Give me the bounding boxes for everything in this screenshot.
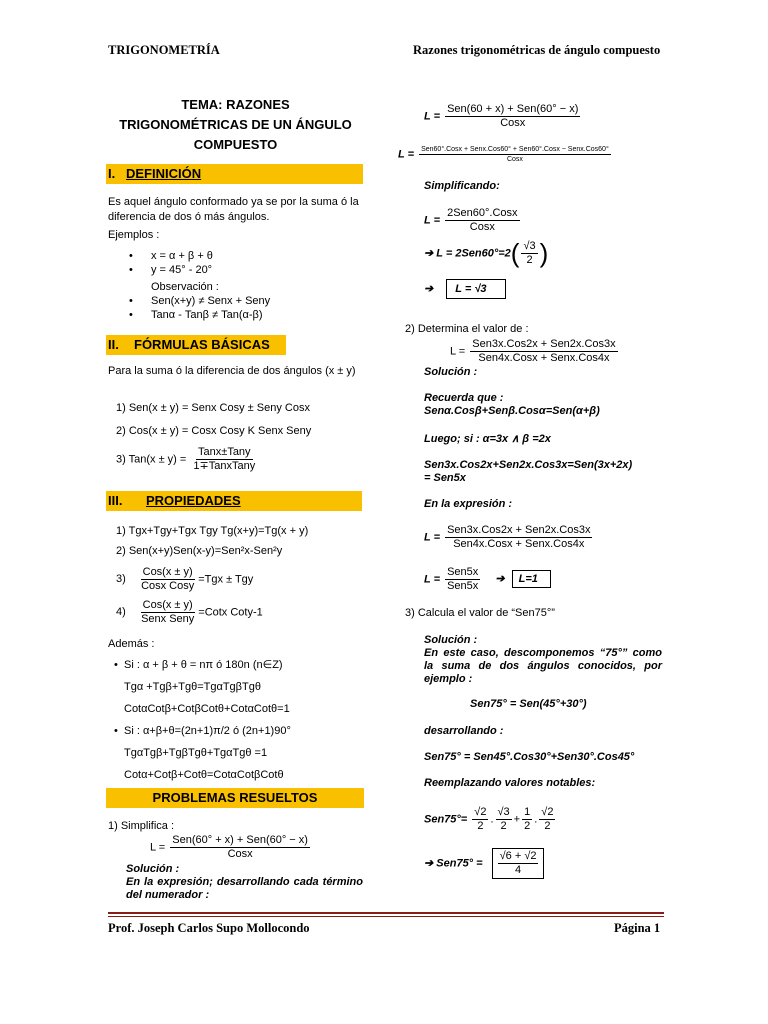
denominator: 2 bbox=[477, 820, 484, 832]
numerator: Sen3x.Cos2x + Sen2x.Cos3x bbox=[472, 338, 616, 350]
numerator: 2Sen60°.Cosx bbox=[447, 207, 518, 219]
numerator: 1 bbox=[524, 806, 531, 818]
desarrollando: desarrollando : bbox=[424, 725, 504, 737]
L-label: L = bbox=[424, 573, 441, 586]
problema-2-solucion: Solución : bbox=[424, 366, 478, 378]
denominator: 2 bbox=[500, 820, 507, 832]
numerator: √6 + √2 bbox=[499, 850, 537, 862]
L-label: L = bbox=[450, 345, 466, 358]
problema-3-label: 3) Calcula el valor de “Sen75°” bbox=[405, 607, 555, 619]
header-right: Razones trigonométricas de ángulo compuesto bbox=[413, 43, 661, 57]
list-item: • x = α + β + θ bbox=[129, 249, 213, 263]
formula-2: 2) Cos(x ± y) = Cosx Cosy K Senx Seny bbox=[116, 425, 312, 437]
ademas-label: Además : bbox=[108, 638, 155, 650]
sen3x-line-1: Sen3x.Cos2x+Sen2x.Cos3x=Sen(3x+2x) bbox=[424, 459, 633, 471]
numerator: Sen(60 + x) + Sen(60° − x) bbox=[447, 103, 579, 115]
p4-right: =Cotx Coty-1 bbox=[198, 606, 263, 619]
problema-1-label: 1) Simplifica : bbox=[108, 820, 175, 832]
formula-1: 1) Sen(x ± y) = Senx Cosy ± Seny Cosx bbox=[116, 402, 310, 414]
denominator: Cosx bbox=[500, 117, 526, 129]
fraction bbox=[498, 850, 539, 877]
si1-b: CotαCotβ+CotβCotθ+CotαCotθ=1 bbox=[124, 703, 290, 715]
propiedad-4 bbox=[116, 599, 263, 626]
problema-1-expr bbox=[150, 834, 312, 861]
simplificando: Simplificando: bbox=[424, 180, 500, 192]
section-problemas bbox=[106, 788, 364, 808]
result-box: L=1 bbox=[512, 570, 551, 588]
en-expresion: En la expresión : bbox=[424, 498, 513, 510]
fraction bbox=[470, 338, 617, 365]
formula-3-left: 3) Tan(x ± y) = bbox=[116, 453, 187, 466]
numerator: √3 bbox=[497, 806, 510, 818]
denominator: Sen5x bbox=[447, 580, 479, 592]
numerator: √3 bbox=[523, 240, 536, 252]
r-L3 bbox=[424, 207, 522, 234]
list-item: • Tanα - Tanβ ≠ Tan(α-β) bbox=[129, 308, 270, 322]
problema-2b-expr bbox=[424, 524, 594, 551]
luego: Luego; si : α=3x ∧ β =2x bbox=[424, 433, 551, 445]
section-num: II. bbox=[108, 337, 119, 352]
si2: • Si : α+β+θ=(2n+1)π/2 ó (2n+1)90° bbox=[114, 725, 291, 737]
fraction bbox=[170, 834, 310, 861]
section-label: PROPIEDADES bbox=[146, 493, 241, 508]
problema-2-label: 2) Determina el valor de : bbox=[405, 323, 529, 335]
si1: • Si : α + β + θ = nπ ó 180n (n∈Z) bbox=[114, 659, 283, 671]
numerator: √2 bbox=[474, 806, 487, 818]
propiedad-2: 2) Sen(x+y)Sen(x-y)=Sen²x-Sen²y bbox=[116, 545, 283, 557]
title-line-2: TRIGONOMÉTRICAS DE UN ÁNGULO bbox=[119, 117, 352, 132]
list-item: • Sen(x+y) ≠ Senx + Seny bbox=[129, 294, 270, 308]
arrow-icon: ➔ bbox=[424, 283, 434, 295]
p4-num-label: 4) bbox=[116, 606, 126, 619]
problema-1-text: En la expresión; desarrollando cada término del numerador : bbox=[126, 876, 363, 901]
section-definicion bbox=[106, 164, 363, 184]
problema-3-solucion: Solución : bbox=[424, 634, 478, 646]
denominator: Sen4x.Cosx + Senx.Cos4x bbox=[478, 352, 610, 364]
sen75-lhs: Sen75°= bbox=[424, 813, 468, 826]
sen75-line-2: Sen75° = Sen45°.Cos30°+Sen30°.Cos45° bbox=[424, 751, 635, 763]
fraction bbox=[419, 145, 611, 164]
denominator: 2 bbox=[526, 254, 533, 266]
fraction bbox=[522, 806, 532, 833]
list-item: • y = 45° - 20° bbox=[129, 263, 213, 277]
observacion-label: Observación : bbox=[151, 281, 219, 293]
L-label: L = bbox=[424, 531, 441, 544]
title-line-3: COMPUESTO bbox=[193, 137, 278, 152]
sen75-line-4 bbox=[424, 848, 544, 879]
denominator: Cosx Cosy bbox=[141, 580, 195, 592]
denominator: 2 bbox=[544, 820, 551, 832]
ejemplos-list bbox=[129, 249, 213, 277]
numerator: Tanx±Tany bbox=[198, 446, 251, 458]
problema-1-solucion: Solución : bbox=[126, 863, 180, 875]
si1-a: Tgα +Tgβ+Tgθ=TgαTgβTgθ bbox=[124, 681, 261, 693]
denominator: Sen4x.Cosx + Senx.Cos4x bbox=[453, 538, 585, 550]
si1-text: Si : α + β + θ = nπ ó 180n (n∈Z) bbox=[124, 659, 283, 671]
numerator: Cos(x ± y) bbox=[142, 599, 193, 611]
fraction bbox=[191, 446, 257, 473]
header-left: TRIGONOMETRÍA bbox=[108, 43, 220, 57]
footer-rule-bottom bbox=[108, 916, 664, 917]
result-box: L = √3 bbox=[446, 279, 505, 299]
problema-2c-expr bbox=[424, 566, 551, 593]
problema-2-expr bbox=[450, 338, 620, 365]
section-formulas bbox=[106, 335, 286, 355]
r-L1 bbox=[424, 103, 582, 130]
recuerda-formula: Senα.Cosβ+Senβ.Cosα=Sen(α+β) bbox=[424, 405, 600, 417]
fraction bbox=[496, 806, 512, 833]
L-label: L = bbox=[398, 148, 415, 161]
L-label: L = bbox=[150, 841, 166, 854]
denominator: Cosx bbox=[227, 848, 253, 860]
fraction bbox=[539, 806, 555, 833]
fraction bbox=[445, 207, 519, 234]
fraction bbox=[445, 103, 580, 130]
denominator: 2 bbox=[524, 820, 531, 832]
denominator: Cosx bbox=[506, 156, 523, 163]
fraction bbox=[472, 806, 488, 833]
p3-right: =Tgx ± Tgy bbox=[198, 573, 254, 586]
numerator: Sen3x.Cos2x + Sen2x.Cos3x bbox=[447, 524, 591, 536]
sen75-line-3: Sen75°= $\frac{√2}{2}$ . $\frac{√3}{2}$ + $\frac{1}{2}$ . $\frac{√2}{2}$ bbox=[424, 806, 554, 832]
reemplazando: Reemplazando valores notables: bbox=[424, 777, 596, 789]
footer-author: Prof. Joseph Carlos Supo Mollocondo bbox=[108, 921, 310, 935]
section-label: DEFINICIÓN bbox=[126, 166, 202, 181]
section-label: FÓRMULAS BÁSICAS bbox=[134, 337, 270, 352]
arrow-icon: ➔ bbox=[495, 573, 505, 586]
denominator: 4 bbox=[514, 864, 522, 876]
formula-3 bbox=[116, 446, 259, 473]
si2-b: Cotα+Cotβ+Cotθ=CotαCotβCotθ bbox=[124, 769, 284, 781]
definicion-text: Es aquel ángulo conformado ya se por la suma ó la diferencia de dos ó más ángulos. bbox=[108, 196, 359, 223]
denominator: Cosx bbox=[469, 221, 495, 233]
fraction bbox=[521, 240, 537, 267]
propiedad-3 bbox=[116, 566, 253, 593]
sen3x-line-2: = Sen5x bbox=[424, 472, 466, 484]
L-label: L = bbox=[424, 214, 441, 227]
numerator: √2 bbox=[541, 806, 554, 818]
si2-a: TgαTgβ+TgβTgθ+TgαTgθ =1 bbox=[124, 747, 268, 759]
fraction bbox=[445, 524, 592, 551]
fraction bbox=[445, 566, 480, 593]
footer-rule-top bbox=[108, 912, 664, 914]
sen75-line-1: Sen75° = Sen(45°+30°) bbox=[470, 698, 587, 710]
ejemplos-label: Ejemplos : bbox=[108, 229, 160, 241]
numerator: Sen(60° + x) + Sen(60° − x) bbox=[172, 834, 308, 846]
section-num: III. bbox=[108, 493, 123, 508]
r-L4: ➔ L = 2Sen60°=2( $\frac{√3}{2}$ ) bbox=[424, 238, 549, 268]
recuerda: Recuerda que : bbox=[424, 392, 504, 404]
r-L5 bbox=[424, 282, 506, 295]
formulas-intro: Para la suma ó la diferencia de dos ángulos (x ± y) bbox=[108, 365, 356, 377]
fraction bbox=[139, 566, 196, 593]
fraction bbox=[139, 599, 196, 626]
sen75-lhs: ➔ Sen75° = bbox=[424, 857, 483, 870]
section-label: PROBLEMAS RESUELTOS bbox=[152, 790, 318, 805]
propiedad-1: 1) Tgx+Tgy+Tgx Tgy Tg(x+y)=Tg(x + y) bbox=[116, 525, 309, 537]
section-num: I. bbox=[108, 166, 116, 181]
section-propiedades bbox=[106, 491, 362, 511]
si2-text: Si : α+β+θ=(2n+1)π/2 ó (2n+1)90° bbox=[124, 725, 291, 737]
L-label: L = bbox=[424, 110, 441, 123]
title-line-1: TEMA: RAZONES bbox=[181, 97, 290, 112]
problema-3-text: En este caso, descomponemos “75°” como la suma de dos ángulos conocidos, por ejemplo : bbox=[424, 647, 662, 685]
observaciones-list bbox=[129, 294, 270, 322]
numerator: Cos(x ± y) bbox=[142, 566, 193, 578]
numerator: Sen5x bbox=[447, 566, 479, 578]
r-L2 bbox=[398, 145, 613, 164]
L4-text: ➔ L = 2Sen60°=2 bbox=[424, 247, 511, 260]
denominator: 1∓TanxTany bbox=[193, 460, 256, 472]
p3-num-label: 3) bbox=[116, 573, 126, 586]
footer-page: Página 1 bbox=[614, 921, 661, 935]
result-box bbox=[492, 848, 545, 879]
denominator: Senx Seny bbox=[141, 613, 195, 625]
page-title bbox=[108, 95, 363, 155]
numerator: Sen60°.Cosx + Senx.Cos60° + Sen60°.Cosx − Senx.Cos60° bbox=[421, 146, 609, 153]
